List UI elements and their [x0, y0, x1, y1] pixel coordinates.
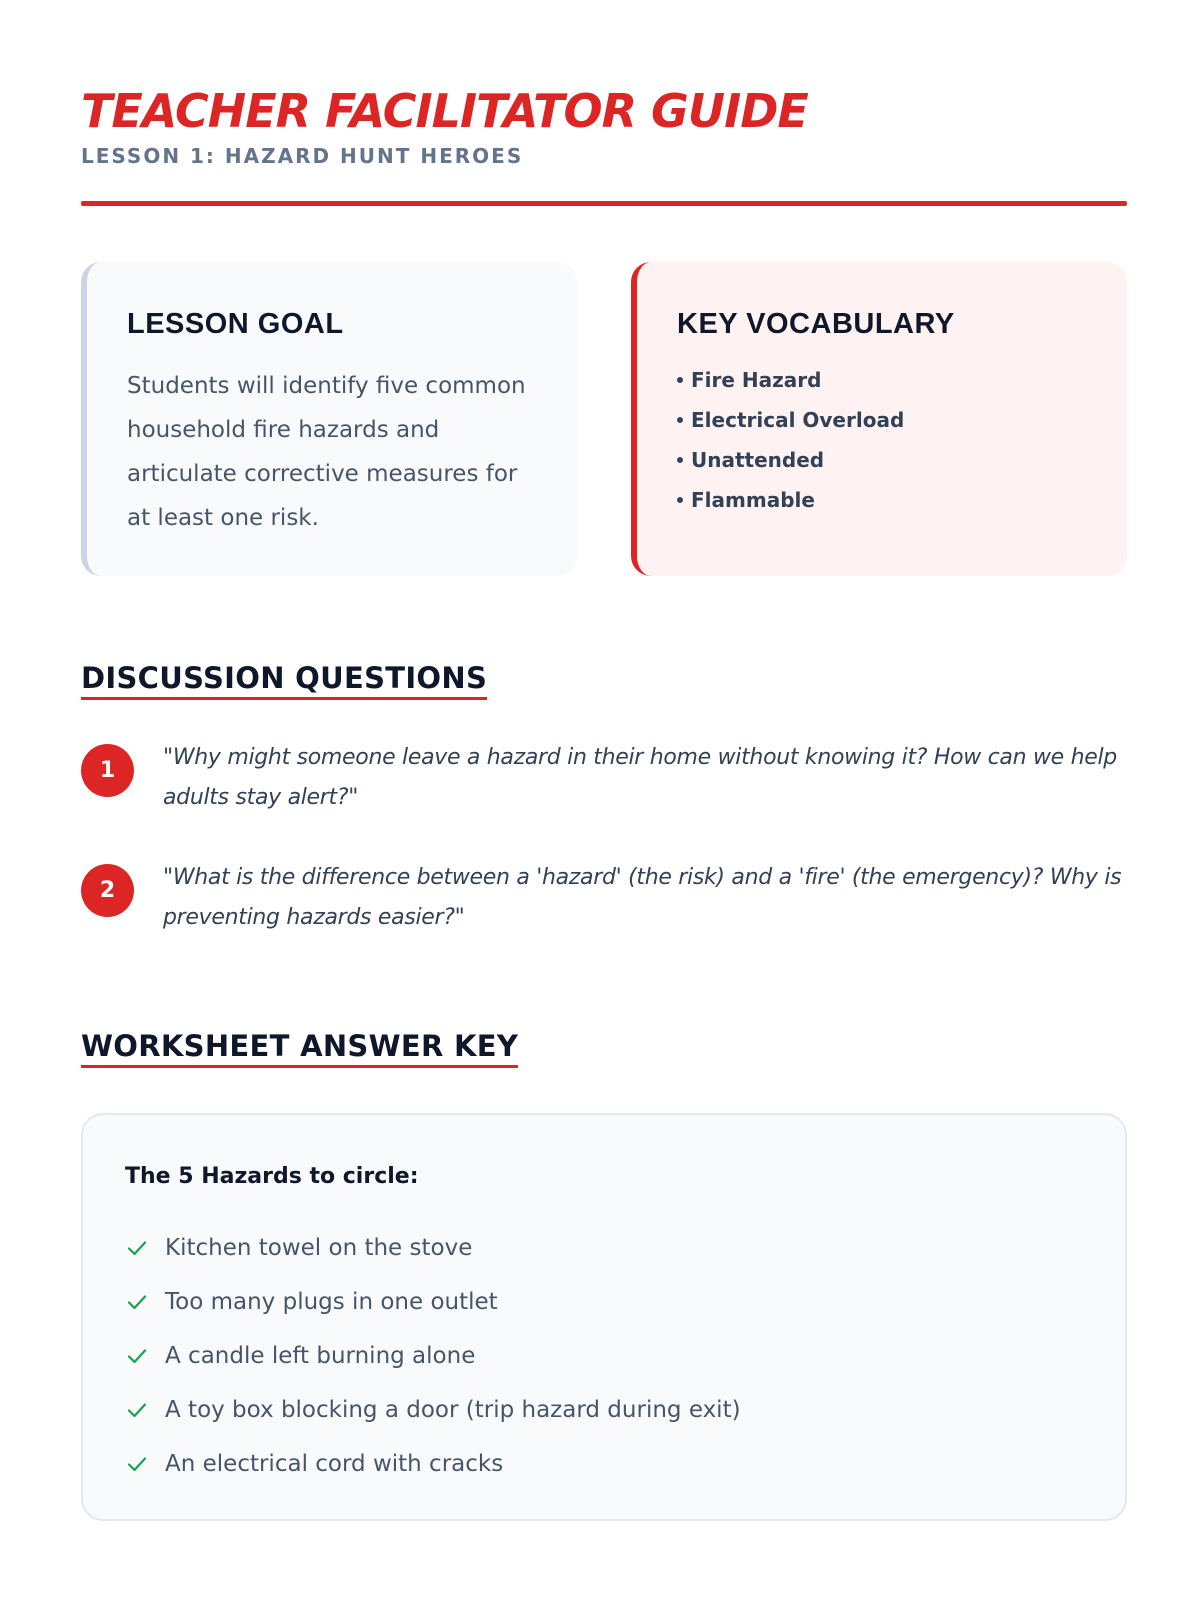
- key-vocabulary-heading: KEY VOCABULARY: [677, 308, 955, 340]
- page-title: TEACHER FACILITATOR GUIDE: [81, 84, 808, 138]
- vocabulary-term: Electrical Overload: [691, 408, 905, 432]
- vocabulary-item: [677, 440, 904, 480]
- lesson-goal-card: [81, 262, 577, 576]
- lesson-goal-text: Students will identify five common household fire hazards and articulate corrective measures for at least one risk.: [127, 373, 526, 531]
- check-icon: [125, 1398, 149, 1422]
- bullet-icon: [677, 497, 683, 503]
- check-icon: [125, 1290, 149, 1314]
- answer-item: [125, 1275, 741, 1329]
- check-icon: [125, 1344, 149, 1368]
- header-divider: [81, 201, 1127, 206]
- question-text: "What is the difference between a 'hazard' (the risk) and a 'fire' (the emergency)? Why is preventing hazards easier?": [163, 865, 1122, 930]
- discussion-questions-heading: DISCUSSION QUESTIONS: [81, 661, 487, 700]
- answer-item: [125, 1329, 741, 1383]
- answer-text: Too many plugs in one outlet: [165, 1289, 498, 1315]
- bullet-icon: [677, 417, 683, 423]
- vocabulary-item: [677, 480, 904, 520]
- question-number-badge: 2: [81, 864, 134, 917]
- vocabulary-term: Unattended: [691, 448, 825, 472]
- question-number-badge: 1: [81, 744, 134, 797]
- answer-text: A candle left burning alone: [165, 1343, 476, 1369]
- check-icon: [125, 1236, 149, 1260]
- question-text: "Why might someone leave a hazard in their home without knowing it? How can we help adults stay alert?": [163, 745, 1117, 810]
- page-subtitle: LESSON 1: HAZARD HUNT HEROES: [81, 144, 524, 168]
- answer-key-box: [81, 1113, 1127, 1521]
- vocabulary-item: [677, 400, 904, 440]
- key-vocabulary-card: [631, 262, 1127, 576]
- answer-item: [125, 1437, 741, 1491]
- answer-list: [125, 1221, 741, 1491]
- bullet-icon: [677, 457, 683, 463]
- answer-item: [125, 1383, 741, 1437]
- vocabulary-term: Fire Hazard: [691, 368, 822, 392]
- answer-key-heading: WORKSHEET ANSWER KEY: [81, 1029, 518, 1068]
- answer-text: A toy box blocking a door (trip hazard during exit): [165, 1397, 741, 1423]
- vocabulary-item: [677, 360, 904, 400]
- answer-key-intro: The 5 Hazards to circle:: [125, 1164, 419, 1189]
- answer-text: Kitchen towel on the stove: [165, 1235, 473, 1261]
- vocabulary-list: [677, 360, 904, 520]
- check-icon: [125, 1452, 149, 1476]
- answer-item: [125, 1221, 741, 1275]
- answer-text: An electrical cord with cracks: [165, 1451, 504, 1477]
- lesson-goal-heading: LESSON GOAL: [127, 308, 344, 340]
- bullet-icon: [677, 377, 683, 383]
- vocabulary-term: Flammable: [691, 488, 815, 512]
